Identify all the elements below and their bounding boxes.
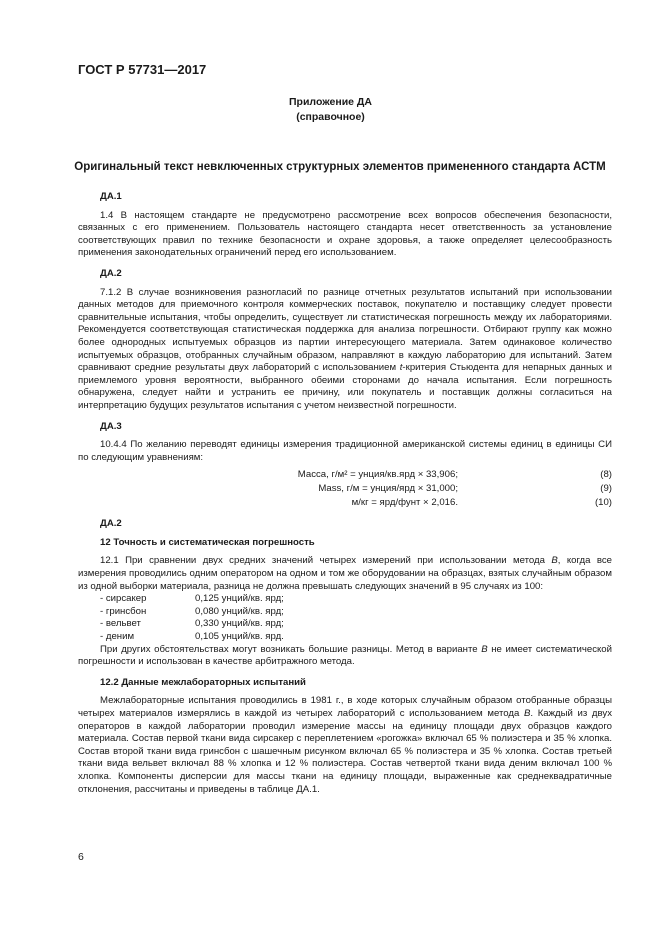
paragraph-12-1-note: При других обстоятельствах могут возникать большие разницы. Метод в варианте B не имеет систематической погрешности и использован в качестве арбитражного метода.	[78, 643, 612, 668]
appendix-subtitle: (справочное)	[296, 111, 365, 123]
list-item: - сирсакер 0,125 унций/кв. ярд;	[100, 593, 284, 605]
subsection-heading-12-2: 12.2 Данные межлабораторных испытаний	[100, 676, 306, 688]
appendix-title: Приложение ДА	[289, 96, 372, 108]
paragraph-12-1: 12.1 При сравнении двух средних значений четырех измерений при использовании метода B, когда все измерения проводились одним оператором на одном и том же оборудовании на образцах, взятых случайным образом из одной выборки материала, разница не должна превышать следующих значений в 95 случаях из 100:	[78, 555, 612, 592]
equation-block	[78, 468, 612, 510]
section-heading-da2: ДА.2	[100, 267, 122, 279]
materials-list	[78, 593, 612, 643]
equation: Масса, г/м² = унция/кв.ярд × 33,906; (8)	[297, 468, 612, 480]
paragraph-da2: 7.1.2 В случае возникновения разногласий по разнице отчетных результатов испытаний при использовании данных методов для приемочного контроля коммерческих поставок, покупателю и поставщику следует провести сравнительные испытания, чтобы определить, существует ли статистическая погрешность между их лабораториями. Рекомендуется соответствующая статистическая поддержка для анализа погрешности. Отбирают группу как можно более однородных испытуемых образцов из партии интересующего материала. Затем одинаковое количество испытуемых образцов, отобранных случайным образом, направляют в каждую лабораторию для испытаний. Затем сравнивают средние результаты двух лабораторий с использованием t-критерия Стьюдента для непарных данных и приемлемого уровня вероятности, выбранного обеими сторонами до начала испытания. Если погрешность обнаружена, следует найти и устранить ее причину, или покупатель и поставщик должны согласиться на интерпретацию будущих результатов испытания с учетом неизвестной погрешности.	[78, 286, 613, 411]
subsection-heading-12: 12 Точность и систематическая погрешность	[100, 536, 315, 548]
paragraph-12-2: Межлабораторные испытания проводились в 1981 г., в ходе которых случайным образом отобранные образцы четырех материалов измерялись в каждой из четырех лабораторий с использованием метода B. Каждый из двух операторов в каждой лаборатории проводил измерение массы на единицу площади двух образцов каждого материала. Состав первой ткани вида сирсакер с переплетением «рогожка» включал 65 % полиэстера и 35 % хлопка. Состав второй ткани вида гринсбон с шашечным рисунком включал 65 % полиэстера и 35 % хлопка. Состав третьей ткани вида вельвет включал 88 % хлопка и 12 % полиэстера. Состав четвертой ткани вида деним включал 100 % хлопка. Компоненты дисперсии для массы ткани на единицу площади, выраженные как среднеквадратичные отклонения, рассчитаны и приведены в таблице ДА.1.	[78, 695, 612, 795]
equation: Mass, г/м = унция/ярд × 31,000; (9)	[318, 482, 612, 494]
document-code: ГОСТ Р 57731—2017	[78, 62, 207, 77]
list-item: - деним 0,105 унций/кв. ярд.	[100, 631, 284, 643]
list-item: - гринсбон 0,080 унций/кв. ярд;	[100, 605, 284, 617]
paragraph-da3: 10.4.4 По желанию переводят единицы измерения традиционной американской системы единиц в единицы СИ по следующим уравнениям:	[78, 439, 612, 463]
section-heading-da1: ДА.1	[100, 191, 122, 202]
section-heading-da4: ДА.2	[100, 518, 122, 530]
list-item: - вельвет 0,330 унций/кв. ярд;	[100, 618, 284, 630]
section-heading-da3: ДА.3	[100, 420, 122, 432]
page-number: 6	[78, 851, 84, 863]
equation: м/кг = ярд/фунт × 2,016. (10)	[351, 496, 612, 508]
page-title: Оригинальный текст невключенных структурных элементов примененного стандарта АСТМ	[74, 161, 606, 173]
paragraph-da1: 1.4 В настоящем стандарте не предусмотрено рассмотрение всех вопросов обеспечения безопасности, связанных с его применением. Пользователь настоящего стандарта несет ответственность за установление соответствующих правил по технике безопасности и охране здоровья, а также определяет целесообразность применения законодательных ограничений перед его использованием.	[78, 209, 612, 259]
document-body	[78, 183, 612, 796]
